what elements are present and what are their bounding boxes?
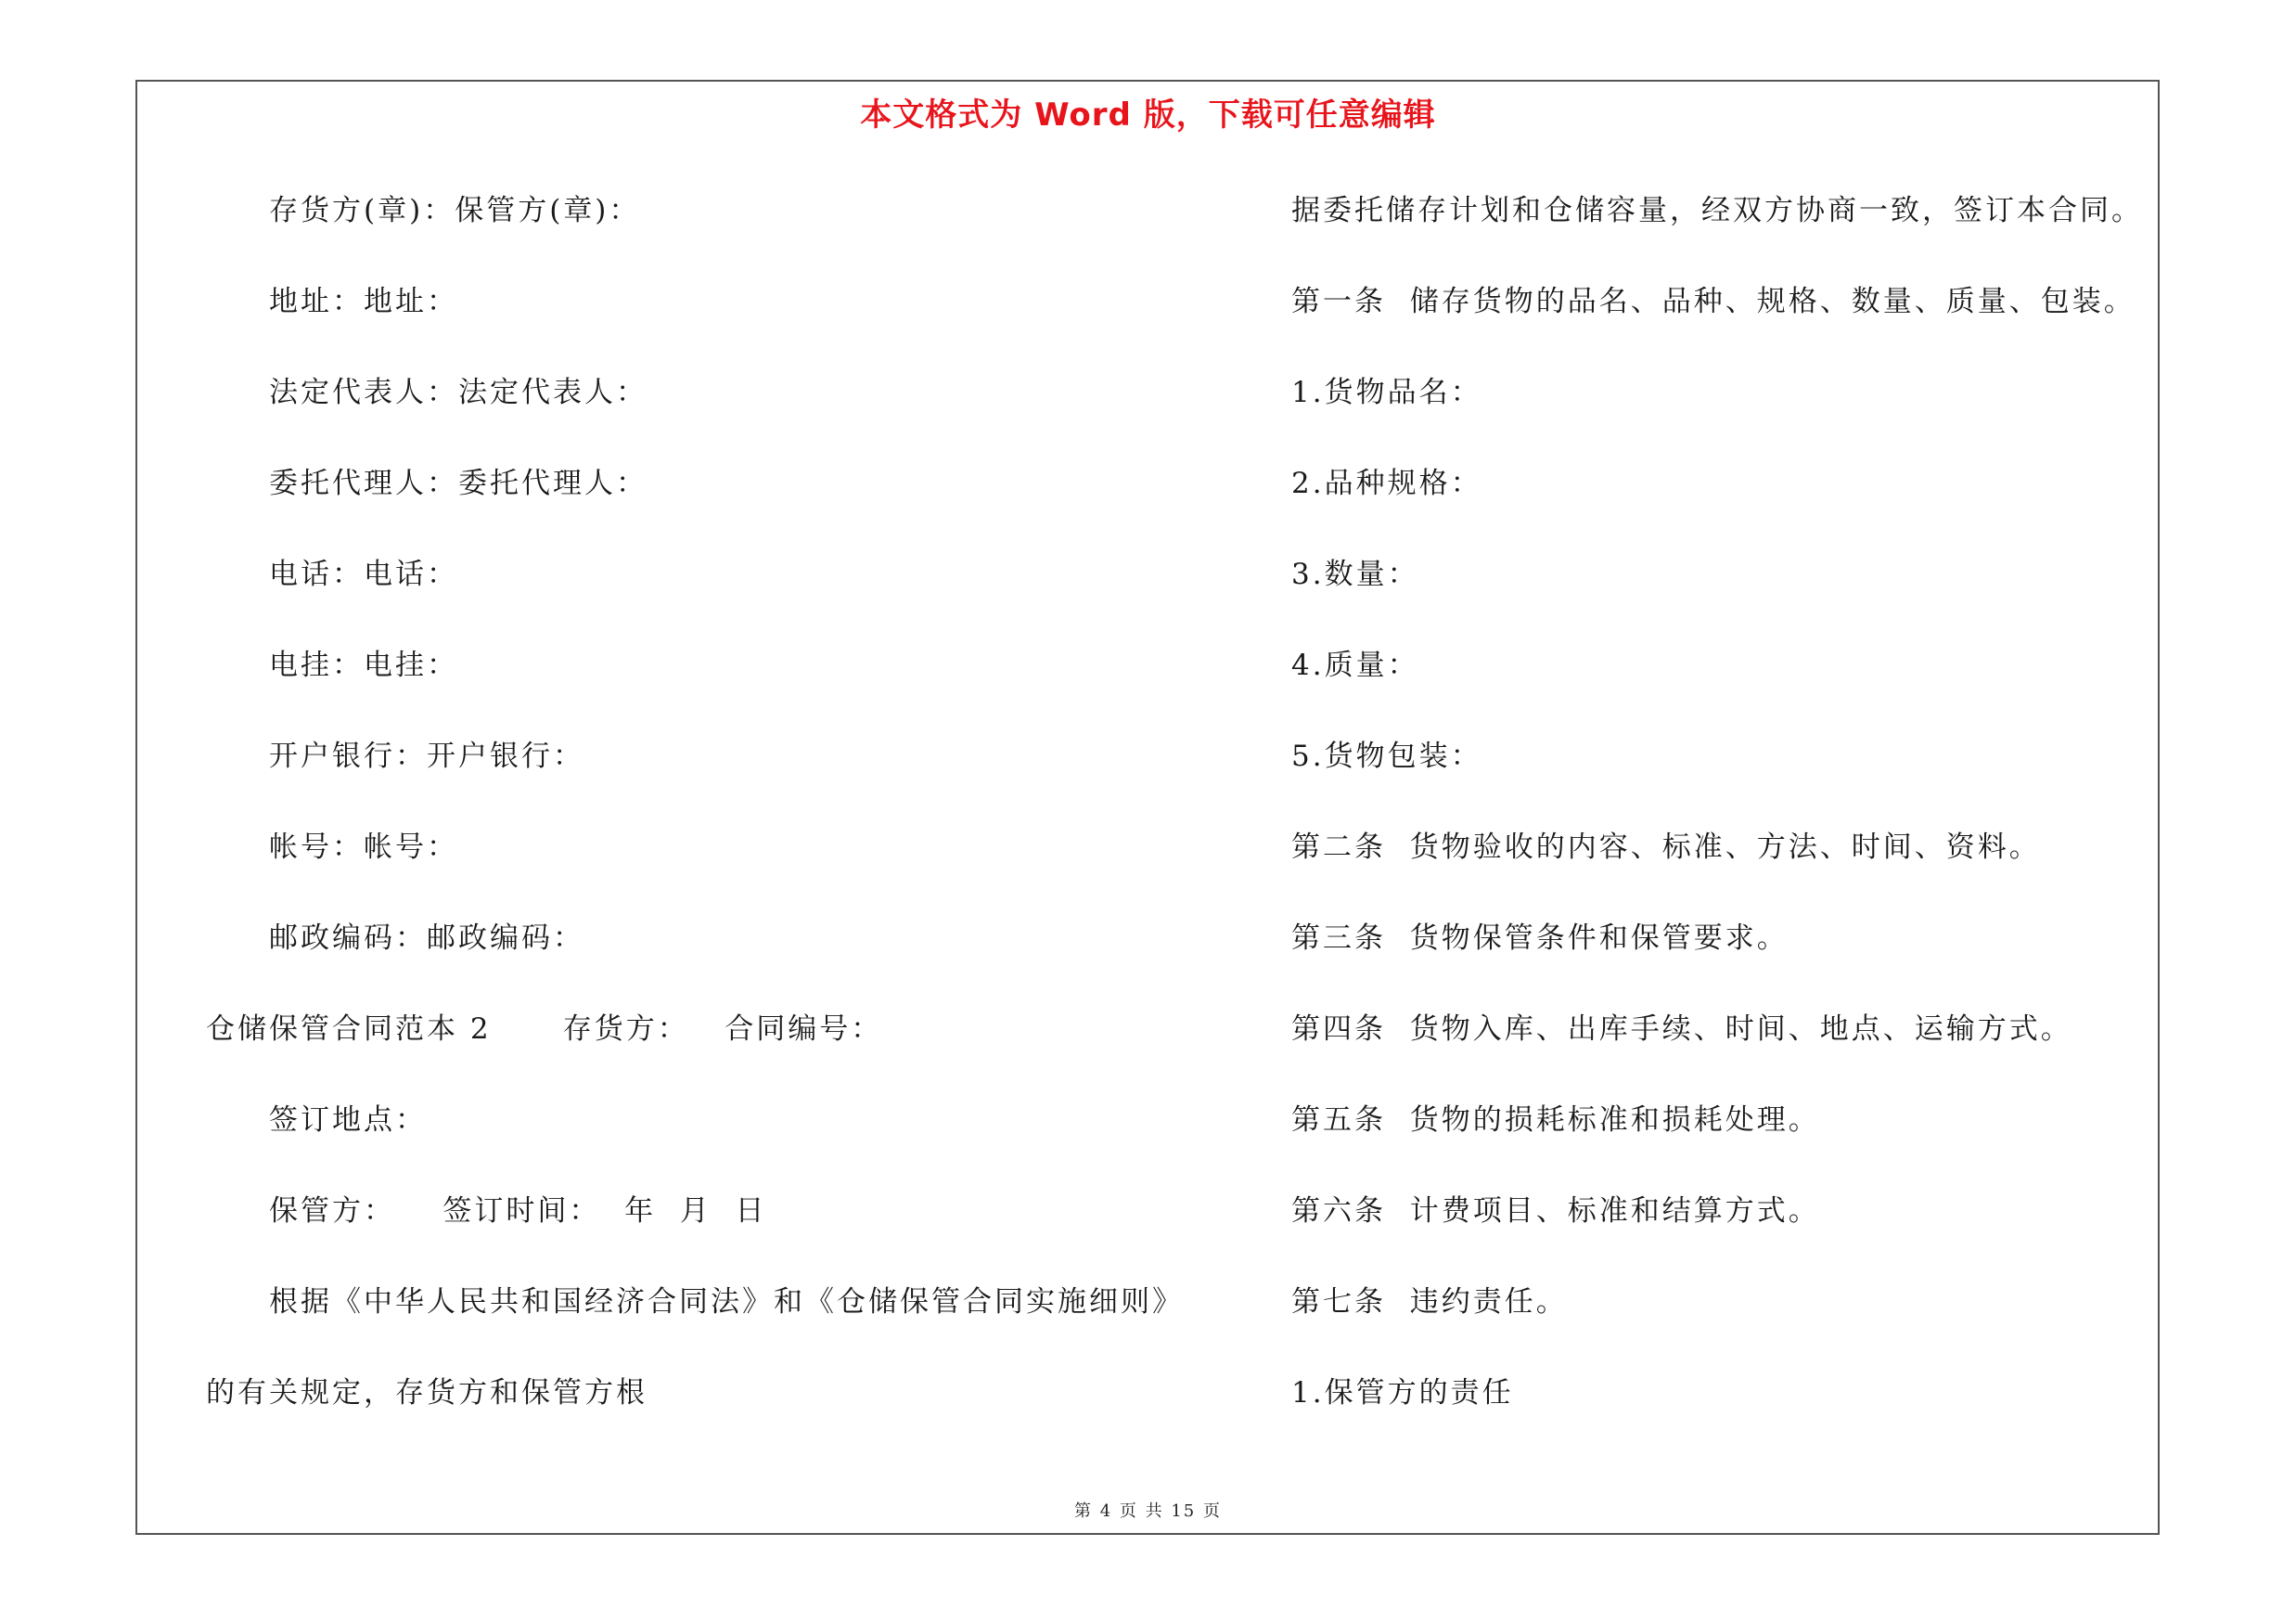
left-line-1: 存货方(章)：保管方(章)： — [269, 194, 641, 227]
left-line-6: 电挂：电挂： — [269, 649, 458, 682]
right-line-1: 据委托储存计划和仓储容量，经双方协商一致，签订本合同。 — [1291, 194, 2143, 227]
left-line-2: 地址：地址： — [269, 285, 458, 318]
article-2: 第二条 货物验收的内容、标准、方法、时间、资料。 — [1291, 831, 2041, 864]
left-line-9: 邮政编码：邮政编码： — [269, 921, 584, 955]
page-number-footer: 第 4 页 共 15 页 — [1074, 1501, 1222, 1521]
article-3: 第三条 货物保管条件和保管要求。 — [1291, 921, 1789, 955]
right-line-14: 1.保管方的责任 — [1291, 1376, 1514, 1410]
article-7: 第七条 违约责任。 — [1291, 1285, 1568, 1319]
right-line-4: 2.品种规格： — [1291, 467, 1482, 500]
article-1: 第一条 储存货物的品名、品种、规格、数量、质量、包装。 — [1291, 285, 2136, 318]
left-line-14: 的有关规定，存货方和保管方根 — [206, 1376, 648, 1410]
left-line-12: 保管方： 签订时间： 年 月 日 — [269, 1194, 767, 1228]
left-line-13: 根据《中华人民共和国经济合同法》和《仓储保管合同实施细则》 — [269, 1285, 1184, 1319]
left-line-5: 电话：电话： — [269, 558, 458, 591]
left-line-4: 委托代理人：委托代理人： — [269, 467, 648, 500]
left-line-8: 帐号：帐号： — [269, 831, 458, 864]
format-banner: 本文格式为 Word 版，下载可任意编辑 — [860, 97, 1436, 134]
left-line-3: 法定代表人：法定代表人： — [269, 376, 648, 409]
article-4: 第四条 货物入库、出库手续、时间、地点、运输方式。 — [1291, 1012, 2072, 1046]
left-line-11: 签订地点： — [269, 1103, 427, 1137]
article-6: 第六条 计费项目、标准和结算方式。 — [1291, 1194, 1820, 1228]
right-line-5: 3.数量： — [1291, 558, 1419, 591]
left-line-7: 开户银行：开户银行： — [269, 740, 584, 773]
contract-heading-line: 仓储保管合同范本 2 存货方： 合同编号： — [206, 1012, 883, 1046]
article-5: 第五条 货物的损耗标准和损耗处理。 — [1291, 1103, 1820, 1137]
right-line-3: 1.货物品名： — [1291, 376, 1482, 409]
right-line-7: 5.货物包装： — [1291, 740, 1482, 773]
right-line-6: 4.质量： — [1291, 649, 1419, 682]
